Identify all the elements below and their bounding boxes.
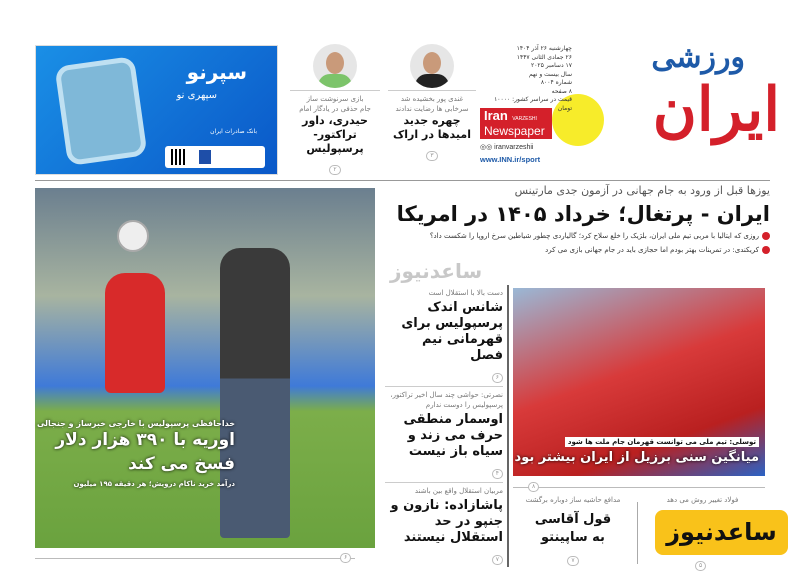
divider bbox=[513, 487, 765, 488]
teaser-kicker: سرخابی ها رضایت ندادند bbox=[395, 105, 469, 113]
teaser-title: امیدها در اراک bbox=[393, 128, 471, 141]
teaser-kicker: بازی سرنوشت ساز bbox=[306, 95, 364, 103]
bank-logo-icon bbox=[199, 150, 211, 164]
badge-newspaper: Newspaper bbox=[484, 124, 545, 138]
story[interactable] bbox=[385, 482, 503, 568]
page-ref: ۳ bbox=[426, 151, 437, 161]
middle-column bbox=[385, 285, 503, 568]
divider bbox=[35, 180, 770, 181]
coach-figure bbox=[220, 248, 290, 538]
qr-code-icon bbox=[171, 149, 187, 165]
bullet-icon bbox=[762, 246, 770, 254]
story-kicker: دست بالا با استقلال است bbox=[428, 289, 503, 297]
logo-main: ایران bbox=[652, 75, 780, 145]
photo-kicker: توسلی: تیم ملی می توانست قهرمان جام ملت ها شود bbox=[565, 437, 759, 447]
story-kicker: مربیان استقلال واقع بین باشند bbox=[414, 487, 503, 495]
story-title: پاشازاده: نازون و جنپو در حد استقلال نیستند bbox=[390, 498, 503, 545]
info-line: ۱۷ دسامبر ۲۰۲۵ bbox=[530, 62, 572, 69]
teaser-title: چهره جدید bbox=[403, 114, 461, 127]
bullet-icon bbox=[762, 232, 770, 240]
story-kicker: فولاد تغییر روش می دهد bbox=[666, 496, 739, 504]
teaser-kicker: جام حذفی در یادگار امام bbox=[299, 105, 371, 113]
ad-sub: سپهری نو bbox=[176, 90, 217, 101]
photo-sub: درآمد خرید ناکام درویش؛ هر دقیقه ۱۹۵ میلیون bbox=[73, 480, 235, 488]
page-ref: ۲ bbox=[329, 165, 340, 175]
bullet-item[interactable] bbox=[385, 243, 770, 257]
page-ref: ۴ bbox=[492, 469, 503, 479]
photo-story[interactable] bbox=[35, 188, 375, 548]
badge-varzeshi: VARZESHI bbox=[512, 116, 537, 122]
divider bbox=[35, 558, 355, 559]
bullet-text: روزی که ایتالیا با مربی تیم ملی ایران، بلژیک را خلع سلاح کرد؛ گالیاردی چطور شیاطین سرخ اروپا را شکست داد؟ bbox=[429, 232, 759, 240]
main-story[interactable] bbox=[385, 183, 770, 257]
logo-sub: ورزشی bbox=[651, 40, 745, 75]
bullet-item[interactable] bbox=[385, 229, 770, 243]
story-title: شانس اندک پرسپولیس برای قهرمانی نیم فصل bbox=[401, 300, 503, 363]
masthead bbox=[0, 0, 800, 180]
page-ref: ۶ bbox=[492, 373, 503, 383]
avatar bbox=[410, 44, 454, 88]
ad-brand: سپرنو bbox=[186, 60, 247, 84]
social-handle[interactable] bbox=[480, 143, 533, 151]
story-title: اوسمار منطقی حرف می زند و سیاه باز نیست bbox=[403, 412, 503, 459]
advertisement-banner[interactable] bbox=[35, 45, 278, 175]
watermark-badge: ساعدنیوز bbox=[655, 510, 788, 555]
info-line: ۸ صفحه bbox=[551, 87, 572, 95]
column-divider bbox=[637, 502, 638, 564]
player-figure bbox=[105, 273, 165, 393]
bullet-text: کریکندی: در تمرینات بهتر بودم اما حجازی باید در جام جهانی بازی می کرد bbox=[545, 246, 759, 254]
ad-tagline: بانک صادرات ایران bbox=[210, 128, 257, 135]
photo-title: اوریه با ۳۹۰ هزار دلار bbox=[55, 430, 235, 450]
page-ref: ۷ bbox=[567, 556, 578, 566]
story-kicker: نصرتی: حواشی چند سال اخیر تراکتور، پرسپولیس را دوست ندارم bbox=[390, 391, 503, 409]
story-kicker: مدافع حاشیه ساز دوباره برگشت bbox=[525, 496, 621, 504]
info-line: ۲۶ جمادی الثانی ۱۴۴۷ bbox=[516, 53, 572, 61]
page-ref: ۷ bbox=[492, 555, 503, 565]
page-ref: ۵ bbox=[695, 561, 706, 571]
badge-iran: Iran bbox=[484, 108, 508, 123]
instagram-icon: ◎◎ bbox=[480, 144, 493, 151]
watermark: ساعدنیوز bbox=[390, 259, 483, 283]
main-kicker: یوزها قبل از ورود به جام جهانی در آزمون جدی مارتینس bbox=[514, 184, 770, 197]
main-headline: ایران - پرتغال؛ خرداد ۱۴۰۵ در امریکا bbox=[396, 202, 770, 226]
info-line: سال بیست و نهم bbox=[529, 70, 572, 78]
teaser-title: حیدری، داور bbox=[302, 114, 368, 127]
page-ref: ۸ bbox=[528, 482, 539, 492]
issue-info bbox=[482, 45, 572, 113]
page-ref: ۶ bbox=[340, 553, 351, 563]
ad-illustration bbox=[54, 56, 147, 166]
photo-kicker: خداحافظی پرسپولیس با خارجی خبرساز و جنجالی bbox=[36, 419, 235, 428]
story[interactable] bbox=[385, 386, 503, 482]
story[interactable] bbox=[640, 495, 765, 505]
story[interactable] bbox=[513, 495, 633, 566]
website-link[interactable]: www.INN.ir/sport bbox=[480, 155, 541, 164]
story-title: قول آقاسی bbox=[534, 512, 612, 527]
story-title: به ساپینتو bbox=[541, 530, 605, 545]
social-text: iranvarzeshii bbox=[494, 144, 534, 151]
info-line: قیمت در سراسر کشور: ۱۰۰۰۰ تومان bbox=[494, 96, 572, 112]
photo-title: میانگین سنی برزیل از ایران بیشتر بود bbox=[514, 450, 759, 465]
teaser-title: تراکتور-پرسپولیس bbox=[306, 128, 364, 155]
column-divider bbox=[507, 285, 509, 567]
teaser-story[interactable] bbox=[388, 44, 476, 161]
info-line: شماره ۸۰۰۴ bbox=[540, 79, 572, 86]
info-line: چهارشنبه ۲۶ آذر ۱۴۰۴ bbox=[516, 45, 572, 52]
ball-icon bbox=[117, 220, 149, 252]
ad-footer bbox=[165, 146, 265, 168]
photo-story[interactable] bbox=[513, 288, 765, 476]
teaser-story[interactable] bbox=[290, 44, 380, 175]
avatar bbox=[313, 44, 357, 88]
story[interactable] bbox=[385, 285, 503, 386]
photo-title: فسخ می کند bbox=[128, 454, 235, 474]
teaser-kicker: غندی پور بخشیده شد bbox=[400, 95, 464, 103]
newspaper-badge bbox=[480, 108, 552, 139]
